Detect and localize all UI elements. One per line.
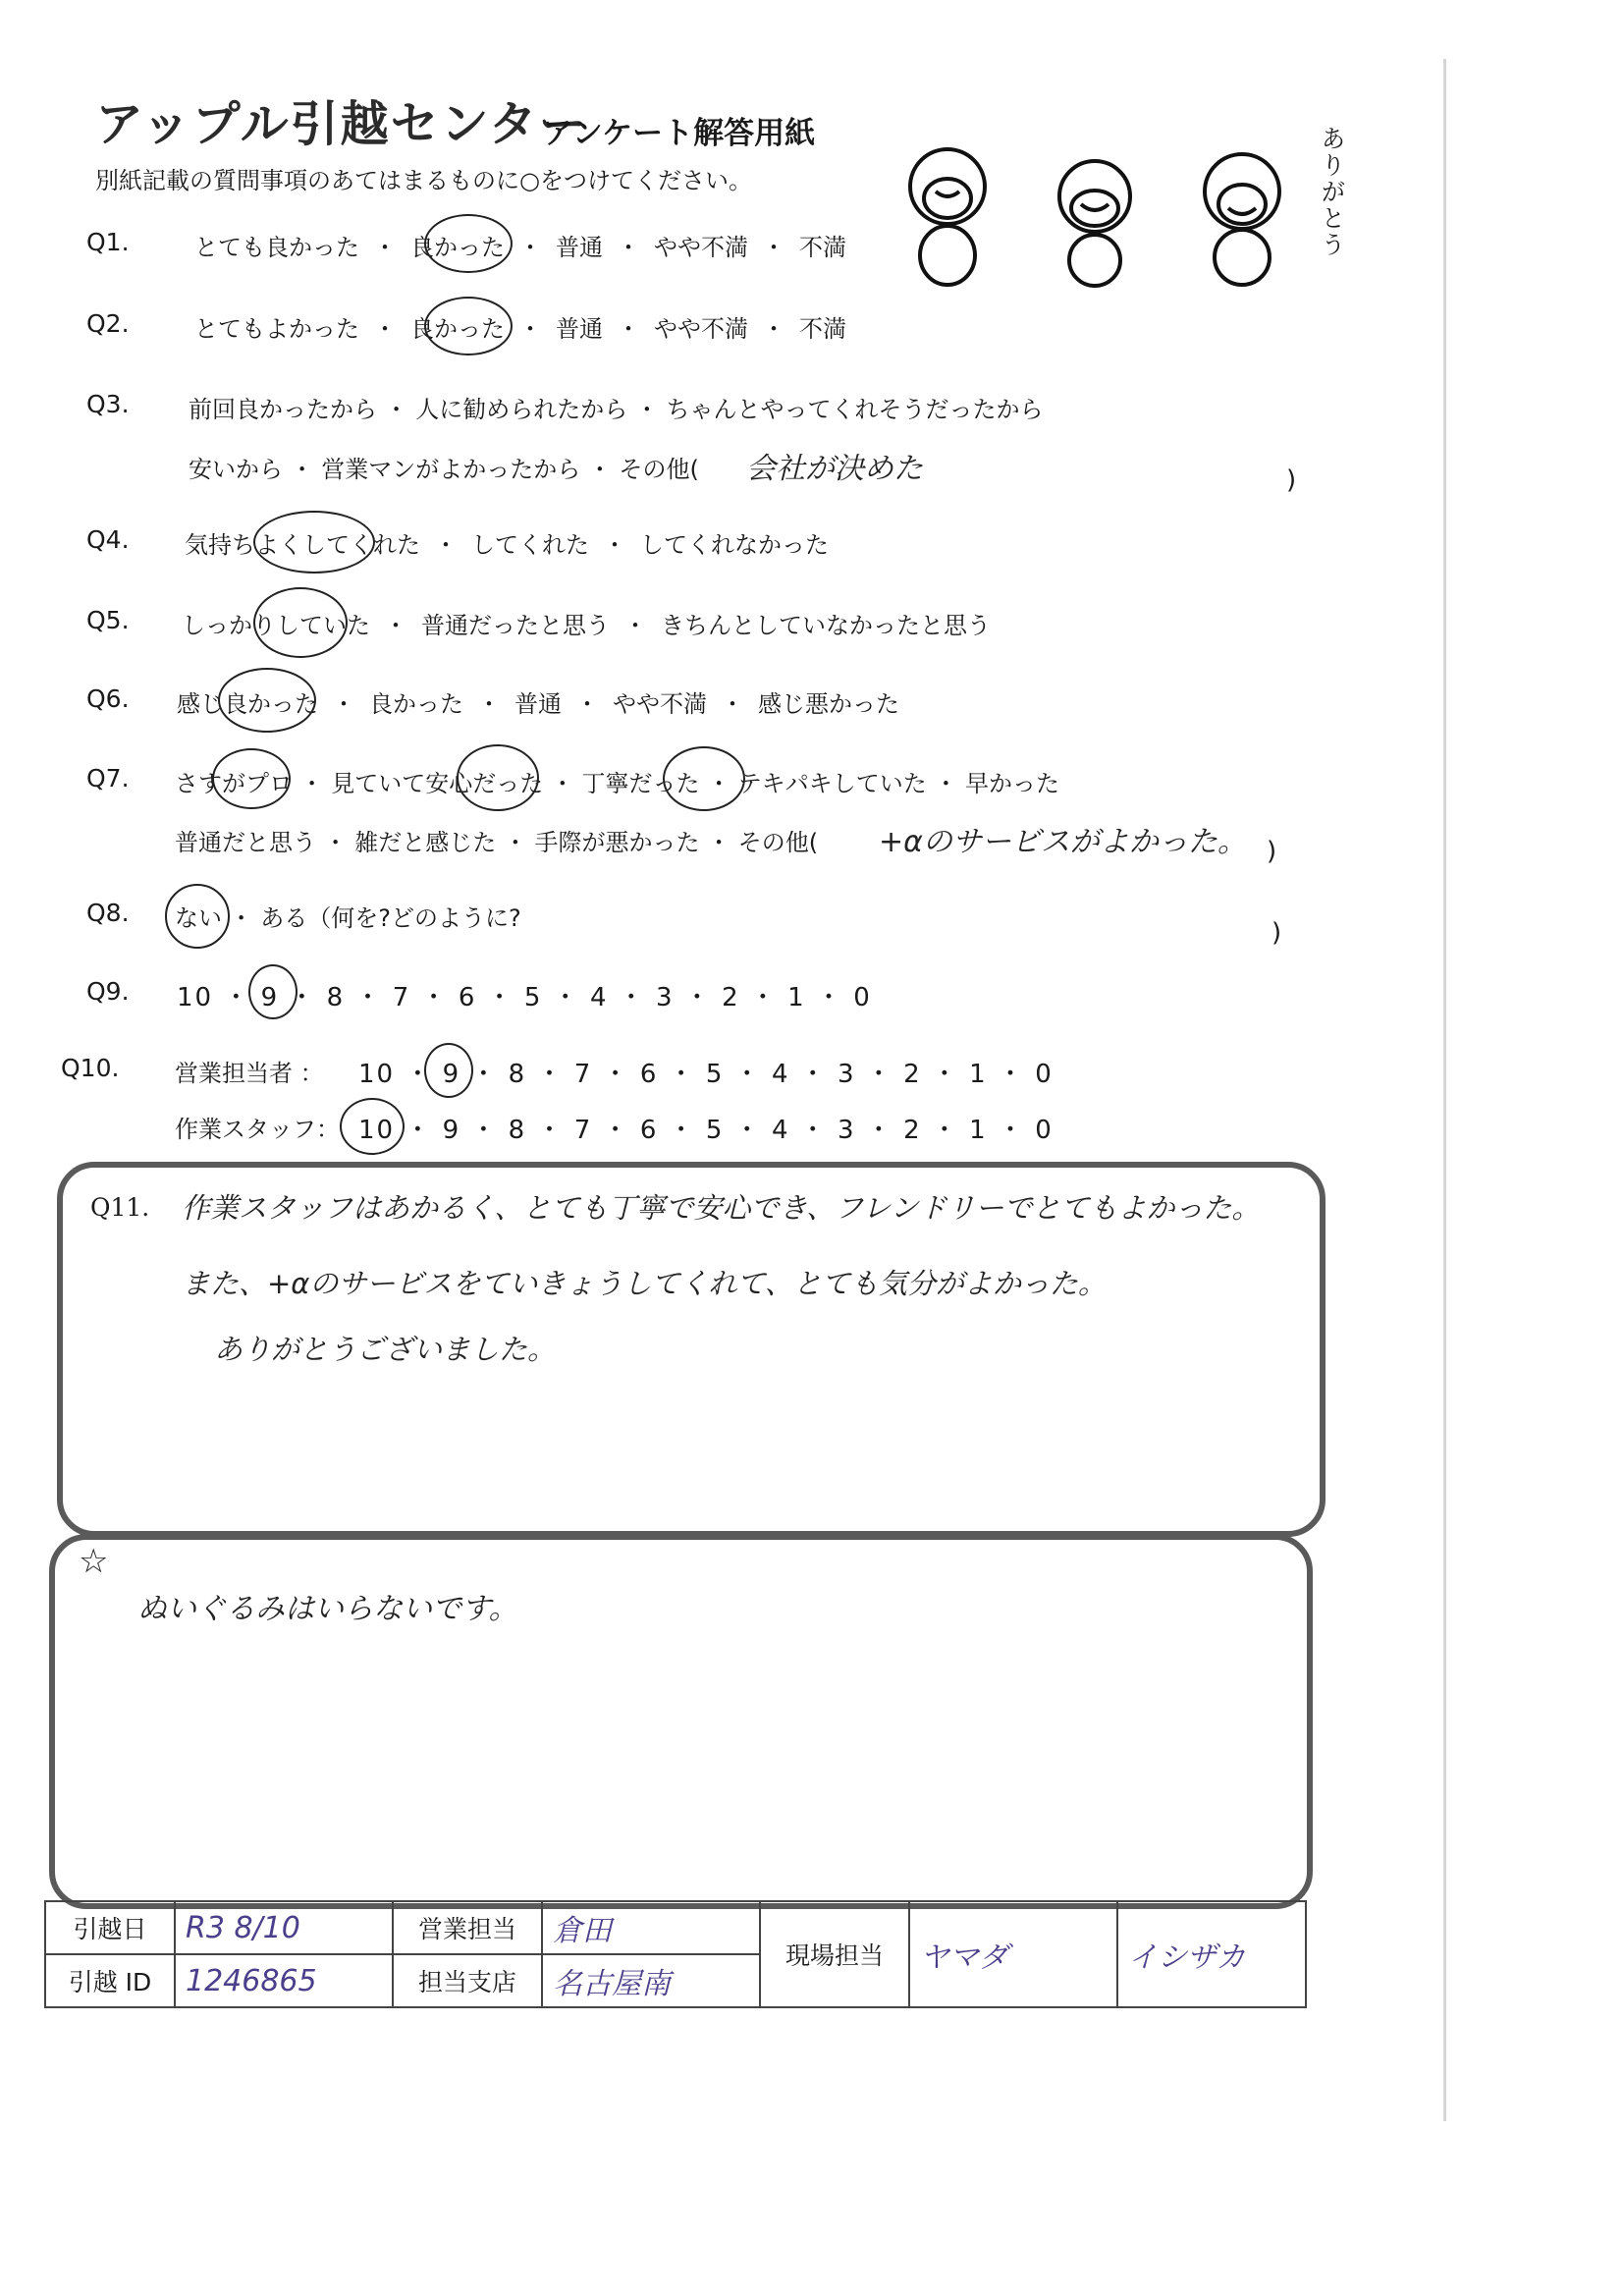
q1-option-3[interactable]: 普通 [556,234,603,261]
q8-label: Q8. [86,899,130,927]
form-title: アンケート解答用紙 [543,116,816,151]
q6-option-5[interactable]: 感じ悪かった [758,690,899,718]
q3-label: Q3. [86,390,130,418]
q7-selection-circle-1 [212,748,291,809]
q4-option-2[interactable]: してくれた [471,531,589,559]
question-q9 [0,977,1434,1016]
question-q7-line-2 [0,823,1434,862]
footer-info-table [44,1900,1307,2008]
q3-line-2[interactable]: 安いから ・ 営業マンがよかったから ・ その他( [189,456,699,483]
q5-selection-circle [253,587,348,658]
q11-label: Q11. [90,1193,150,1222]
q1-option-1[interactable]: とても良かった [194,234,359,261]
move-date-value[interactable]: R3 8/10 [186,1910,300,1945]
q3-close-paren: ) [1286,465,1297,495]
sales-name-value[interactable]: 倉田 [553,1914,612,1948]
q10-staff-selection-circle [340,1098,405,1155]
q8-close-paren: ) [1271,918,1282,948]
q1-option-2[interactable]: 良かった [410,234,505,261]
q2-option-5[interactable]: 不満 [799,315,846,343]
q1-option-4[interactable]: やや不満 [654,234,748,261]
q10-sales-scale[interactable]: 10 ・ 9 ・ 8 ・ 7 ・ 6 ・ 5 ・ 4 ・ 3 ・ 2 ・ 1 ・ 0 [358,1060,1054,1089]
question-q10 [0,1054,1434,1093]
question-q6: Q6. 感じ良かった ・ 良かった ・ 普通 ・ やや不満 ・ 感じ悪かった [86,684,899,718]
q6-option-1[interactable]: 感じ良かった [177,690,318,718]
q2-option-1[interactable]: とてもよかった [194,315,359,343]
q9-scale[interactable]: 10 ・ 9 ・ 8 ・ 7 ・ 6 ・ 5 ・ 4 ・ 3 ・ 2 ・ 1 ・ 0 [177,983,872,1012]
q3-line-1[interactable]: 前回良かったから ・ 人に勧められたから ・ ちゃんとやってくれそうだったから [189,396,1044,423]
free-comment-text[interactable]: ぬいぐるみはいらないです。 [137,1592,518,1626]
question-q3 [0,390,1434,429]
q4-option-1[interactable]: 気持ちよくしてくれた [185,531,420,559]
branch-label: 担当支店 [393,1954,542,2007]
q6-option-2[interactable]: 良かった [369,690,463,718]
q10-staff-scale[interactable]: 10 ・ 9 ・ 8 ・ 7 ・ 6 ・ 5 ・ 4 ・ 3 ・ 2 ・ 1 ・ 0 [358,1116,1054,1145]
q5-option-3[interactable]: きちんとしていなかったと思う [661,612,991,639]
move-id-label: 引越 ID [45,1954,175,2007]
q7-close-paren: ) [1267,837,1277,866]
star-icon: ☆ [79,1542,109,1581]
question-q4: Q4. 気持ちよくしてくれた ・ してくれた ・ してくれなかった [86,525,829,559]
move-date-label: 引越日 [45,1901,175,1954]
site-staff-2-value[interactable]: イシザカ [1128,1941,1246,1975]
scan-edge-line [1443,59,1446,2121]
question-q2: Q2. とてもよかった ・ 良かった ・ 普通 ・ やや不満 ・ 不満 [86,309,846,343]
q7-selection-circle-2 [457,744,539,811]
site-staff-1-value[interactable]: ヤマダ [920,1941,1008,1975]
q8-option-none[interactable]: ない [175,904,222,932]
q5-option-2[interactable]: 普通だったと思う [421,612,610,639]
q2-option-3[interactable]: 普通 [556,315,603,343]
q6-selection-circle [218,668,316,733]
q4-option-3[interactable]: してくれなかった [640,531,829,559]
q1-selection-circle [424,214,513,273]
q11-comment-line-2[interactable]: また、+αのサービスをていきょうしてくれて、とても気分がよかった。 [182,1267,1107,1300]
move-id-value[interactable]: 1246865 [186,1963,317,1998]
sales-label: 営業担当 [393,1901,542,1954]
q11-comment-line-1[interactable]: 作業スタッフはあかるく、とても丁寧で安心でき、フレンドリーでとてもよかった。 [182,1191,1261,1225]
q5-option-1[interactable]: しっかりしていた [182,612,370,639]
instruction-text: 別紙記載の質問事項のあてはまるものに○をつけてください。 [95,167,752,194]
q7-line-2[interactable]: 普通だと思う ・ 雑だと感じた ・ 手際が悪かった ・ その他( [175,829,819,856]
q7-label: Q7. [86,764,130,793]
question-q1: Q1. とても良かった ・ 良かった ・ 普通 ・ やや不満 ・ 不満 [86,228,846,261]
q2-option-4[interactable]: やや不満 [654,315,748,343]
q9-selection-circle [248,964,298,1019]
q9-label: Q9. [86,977,130,1006]
q5-label: Q5. [86,606,130,634]
q3-other-text[interactable]: 会社が決めた [746,452,923,486]
q4-selection-circle [253,511,375,574]
q2-label: Q2. [86,309,130,338]
q6-option-3[interactable]: 普通 [514,690,562,718]
question-q10-staff [0,1110,1434,1149]
q7-other-text[interactable]: +αのサービスがよかった。 [879,825,1247,859]
q1-label: Q1. [86,228,130,256]
q7-line-1[interactable]: さすがプロ ・ 見ていて安心だった ・ 丁寧だった ・ テキパキしていた ・ 早かった [175,770,1060,797]
company-name: アップル引越センター [95,96,589,152]
site-staff-label: 現場担当 [760,1901,909,2007]
q7-selection-circle-3 [663,746,745,811]
q8-option-some[interactable]: ・ ある（何を?どのように? [229,904,521,932]
q6-label: Q6. [86,684,130,713]
q2-option-2[interactable]: 良かった [410,315,505,343]
q10-sales-label: 営業担当者 ： [175,1060,324,1087]
q1-option-5[interactable]: 不満 [799,234,846,261]
question-q3-line-2 [0,450,1434,489]
thanks-text: ありがとう [1318,126,1346,258]
question-q5: Q5. しっかりしていた ・ 普通だったと思う ・ きちんとしていなかったと思う [86,606,991,639]
q6-option-4[interactable]: やや不満 [613,690,707,718]
q10-sales-selection-circle [424,1043,473,1098]
q2-selection-circle [424,297,513,355]
branch-name-value[interactable]: 名古屋南 [553,1967,671,2001]
q10-label: Q10. [61,1054,120,1082]
q8-selection-circle [165,884,230,949]
q4-label: Q4. [86,525,130,554]
q10-staff-label: 作業スタッフ： [175,1116,340,1143]
q11-comment-line-3[interactable]: ありがとうございました。 [214,1333,557,1366]
